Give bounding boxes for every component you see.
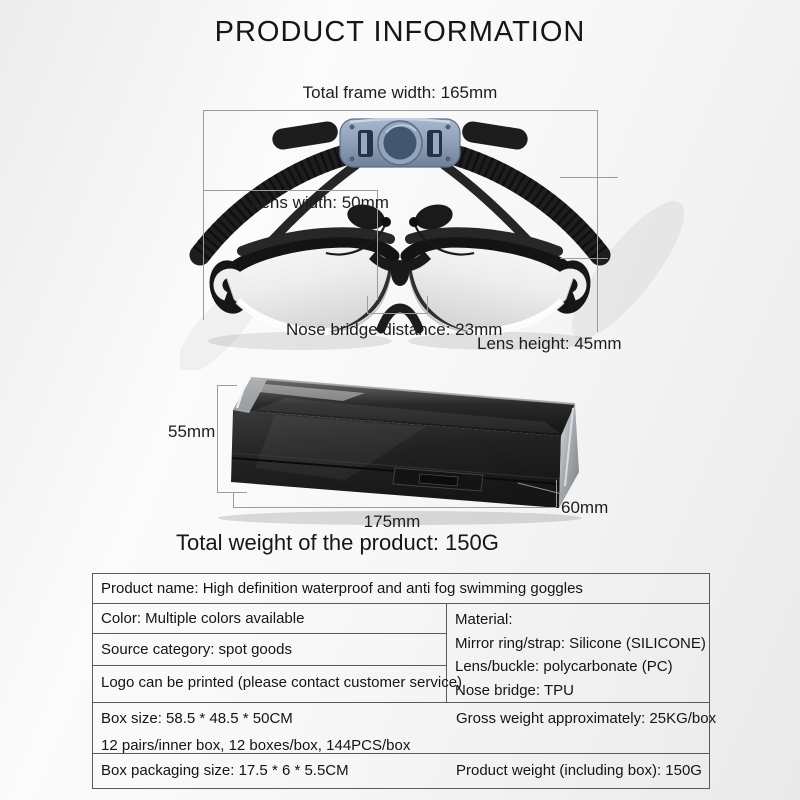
spec-cell-color: Color: Multiple colors available [93,604,446,634]
total-weight-label: Total weight of the product: 150G [176,530,499,555]
goggle-case-illustration [215,368,615,528]
case-height-label: 55mm [168,422,216,441]
lens-width-label: Lens width: 50mm [251,193,389,212]
dim-tick-nose-right [427,296,428,313]
spec-cell-material [447,604,714,702]
dim-tick-nose-left [367,296,368,313]
frame-width-label: Total frame width: 165mm [302,83,498,102]
spec-table [92,573,717,789]
dim-tick-case-width-right [556,480,557,507]
material-heading: Material: [455,611,513,628]
spec-split-section [93,604,709,703]
material-line: Mirror ring/strap: Silicone (SILICONE) [455,634,706,652]
dim-tick-lens-height-top [560,177,618,178]
goggles-strap-clip [340,119,460,167]
spec-left-column [93,604,463,702]
spec-cell-gross-weight: Gross weight approximately: 25KG/box [456,710,717,727]
dim-tick-lens-height-bottom [560,258,608,259]
dim-line-nose-bridge [367,313,428,314]
spec-cell-box-size [93,703,448,753]
dim-line-lens-width [203,190,377,191]
spec-cell-box-packaging-size: Box packaging size: 17.5 * 6 * 5.5CM [101,762,349,779]
spec-row-packaging [93,754,709,788]
dim-tick-frame-left [203,110,204,320]
material-line: Nose bridge: TPU [455,681,574,699]
case-depth-label: 60mm [561,498,609,517]
box-quantity-line: 12 pairs/inner box, 12 boxes/box, 144PCS/box [101,737,411,754]
case-body [231,378,579,508]
dim-line-frame-width [203,110,597,111]
dim-tick-case-width-left [233,493,234,507]
dim-tick-frame-right [597,110,598,332]
dim-line-case-width [233,507,556,508]
dim-tick-case-height-top [217,385,237,386]
box-size-line: Box size: 58.5 * 48.5 * 50CM [101,710,293,727]
spec-row-product-name: Product name: High definition waterproof and anti fog swimming goggles [93,574,709,604]
spec-cell-source-category: Source category: spot goods [93,634,446,666]
page-title: PRODUCT INFORMATION [214,16,586,48]
nose-bridge-label: Nose bridge distance: 23mm [286,320,503,339]
dim-line-case-height [217,385,218,492]
case-width-label: 175mm [363,512,421,531]
spec-cell-logo-note: Logo can be printed (please contact customer service) [101,674,463,691]
spec-row-box [93,703,717,754]
spec-cell-product-weight: Product weight (including box): 150G [456,762,702,779]
material-line: Lens/buckle: polycarbonate (PC) [455,658,673,675]
lens-height-label: Lens height: 45mm [477,334,622,353]
dim-tick-case-height-bottom [217,492,247,493]
